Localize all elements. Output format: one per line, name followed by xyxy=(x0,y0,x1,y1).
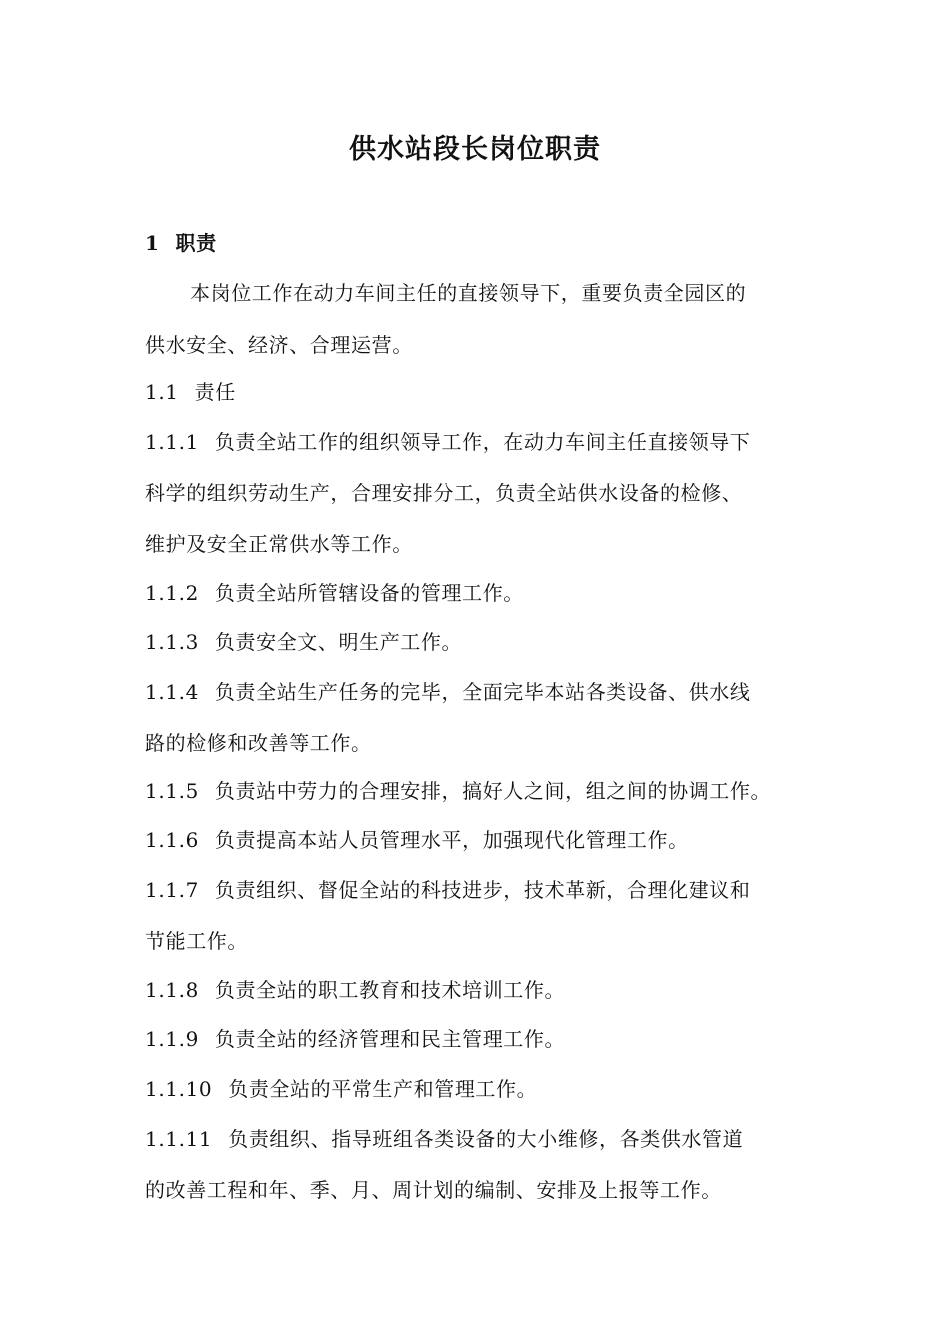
subsection-heading xyxy=(145,377,825,407)
item-text: 负责提高本站人员管理水平，加强现代化管理工作。 xyxy=(214,828,689,852)
item-number: 1.1.11 xyxy=(145,1127,213,1151)
item-text: 负责安全文、明生产工作。 xyxy=(214,630,463,654)
list-item xyxy=(145,975,825,1005)
list-item xyxy=(145,776,825,806)
list-item xyxy=(145,825,825,855)
item-number: 1.1.8 xyxy=(145,978,199,1002)
item-text: 负责组织、督促全站的科技进步，技术革新，合理化建议和 xyxy=(214,878,751,902)
document-title: 供水站段长岗位职责 xyxy=(349,134,601,165)
list-item xyxy=(145,1074,825,1104)
item-number: 1.1.6 xyxy=(145,828,199,852)
item-text: 科学的组织劳动生产，合理安排分工，负责全站供水设备的检修、 xyxy=(145,481,743,505)
section-number: 1 xyxy=(145,231,160,255)
item-number: 1.1.2 xyxy=(145,581,199,605)
item-text: 的改善工程和年、季、月、周计划的编制、安排及上报等工作。 xyxy=(145,1178,722,1202)
item-number: 1.1.3 xyxy=(145,630,199,654)
item-text: 维护及安全正常供水等工作。 xyxy=(145,532,413,556)
item-number: 1.1.10 xyxy=(145,1077,213,1101)
item-text: 负责组织、指导班组各类设备的大小维修，各类供水管道 xyxy=(228,1127,744,1151)
intro-line: 供水安全、经济、合理运营。 xyxy=(145,333,413,357)
subsection-number: 1.1 xyxy=(145,380,179,404)
list-item xyxy=(145,578,825,608)
list-item xyxy=(145,1124,825,1154)
item-number: 1.1.1 xyxy=(145,430,199,454)
item-text: 负责全站的平常生产和管理工作。 xyxy=(228,1077,538,1101)
item-number: 1.1.7 xyxy=(145,878,199,902)
item-text: 节能工作。 xyxy=(145,929,248,953)
item-text: 负责全站工作的组织领导工作，在动力车间主任直接领导下 xyxy=(214,430,751,454)
subsection-title: 责任 xyxy=(194,380,236,404)
item-text: 负责站中劳力的合理安排，搞好人之间，组之间的协调工作。 xyxy=(214,779,772,803)
list-item xyxy=(145,427,825,457)
list-item xyxy=(145,677,825,707)
list-item xyxy=(145,627,825,657)
section-heading xyxy=(145,228,825,258)
section-title: 职责 xyxy=(175,231,217,255)
item-number: 1.1.9 xyxy=(145,1027,199,1051)
item-text: 负责全站所管辖设备的管理工作。 xyxy=(214,581,524,605)
list-item xyxy=(145,1024,825,1054)
intro-line: 本岗位工作在动力车间主任的直接领导下，重要负责全园区的 xyxy=(190,281,747,305)
list-item xyxy=(145,875,825,905)
item-text: 负责全站的职工教育和技术培训工作。 xyxy=(214,978,566,1002)
item-number: 1.1.4 xyxy=(145,680,199,704)
item-text: 路的检修和改善等工作。 xyxy=(145,731,372,755)
item-number: 1.1.5 xyxy=(145,779,199,803)
item-text: 负责全站的经济管理和民主管理工作。 xyxy=(214,1027,566,1051)
item-text: 负责全站生产任务的完毕，全面完毕本站各类设备、供水线 xyxy=(214,680,751,704)
